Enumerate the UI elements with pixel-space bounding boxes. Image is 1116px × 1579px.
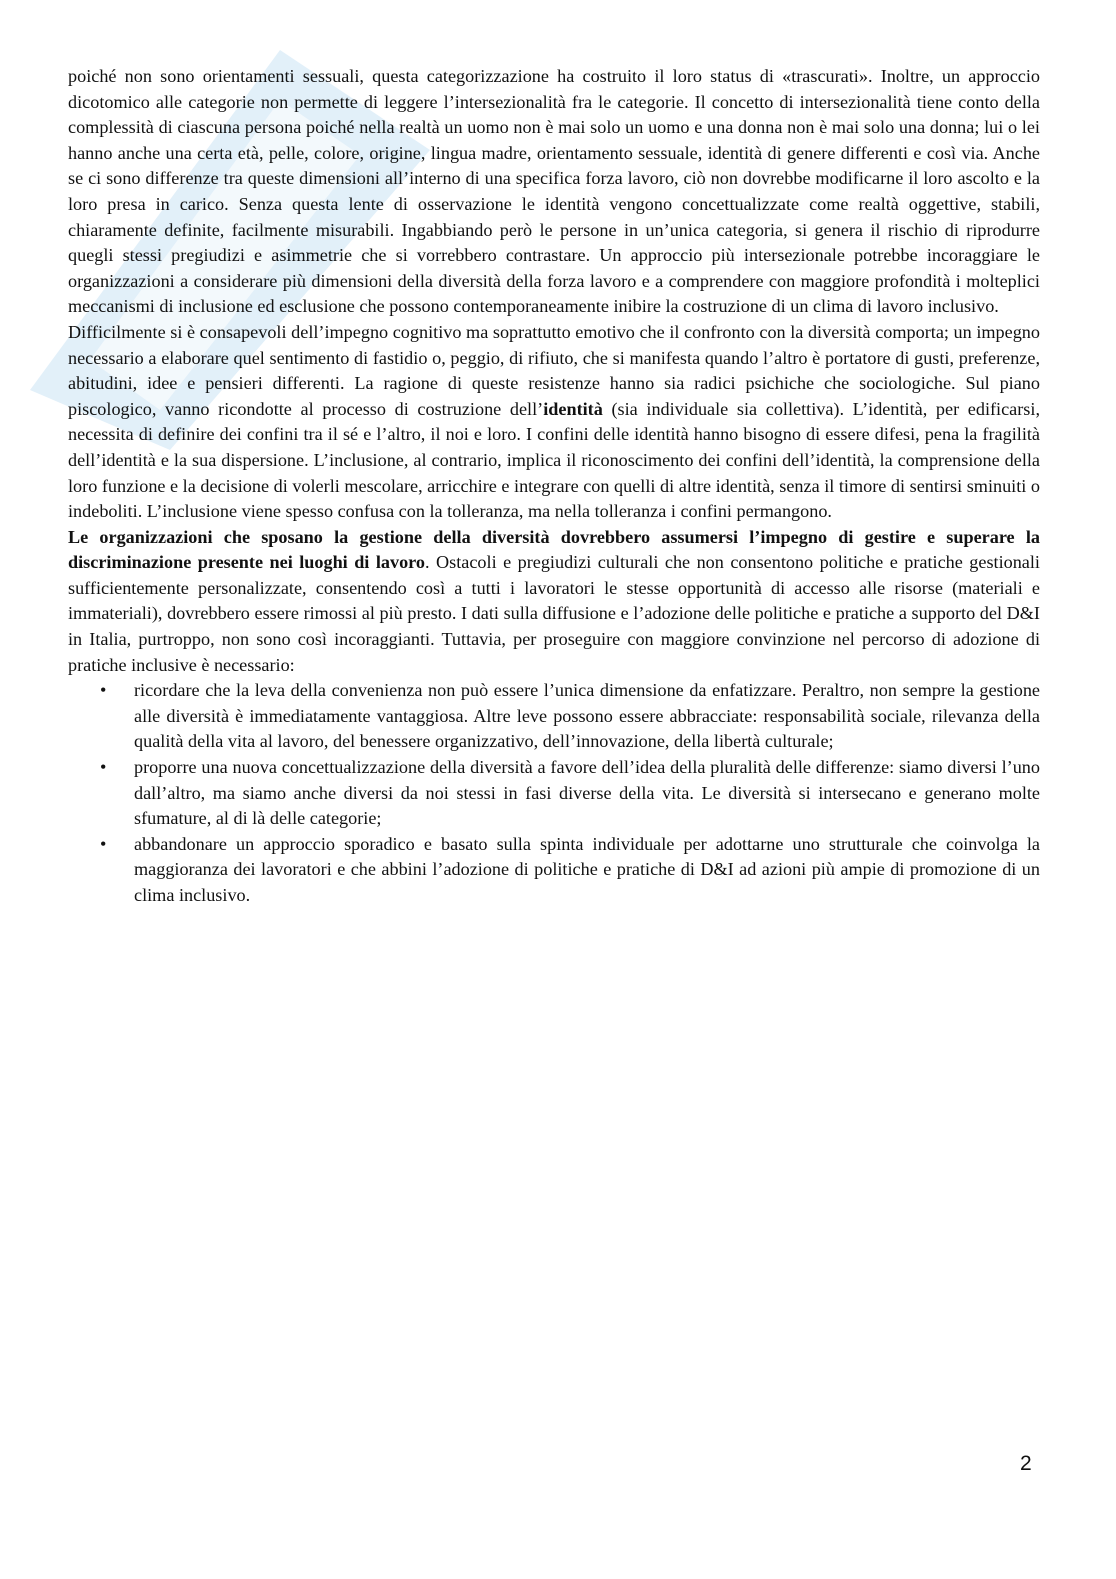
bullet-icon: • bbox=[100, 680, 107, 701]
document-body bbox=[68, 64, 1040, 909]
paragraph-identity bbox=[68, 320, 1040, 525]
paragraph-identity-text-b: (sia individuale sia collettiva). L’identità, per edificarsi, necessita di definire dei confini tra il sé e l’altro, il noi e loro. I confini delle identità hanno bisogno di essere difesi, pena la fragilità dell’identità e la sua dispersione. L’inclusione, al contrario, implica il riconoscimento dei confini dell’identità, la comprensione della loro funzione e la decisione di volerli mescolare, arricchire e integrare con quelli di altre identità, senza il timore di sentirsi sminuiti o indeboliti. L’inclusione viene spesso confusa con la tolleranza, ma nella tolleranza i confini permangono. bbox=[68, 398, 1040, 522]
page-number: 2 bbox=[1020, 1452, 1032, 1475]
paragraph-identity-text-a: Difficilmente si è consapevoli dell’impegno cognitivo ma soprattutto emotivo che il confronto con la diversità comporta; un impegno necessario a elaborare quel sentimento di fastidio o, peggio, di rifiuto, che si manifesta quando l’altro è portatore di gusti, preferenze, abitudini, idee e pensieri differenti. La ragione di queste resistenze hanno sia radici psichiche che sociologiche. Sul piano piscologico, vanno ricondotte al processo di costruzione dell’ bbox=[68, 321, 1040, 419]
list-item bbox=[68, 832, 1040, 909]
list-item-text: ricordare che la leva della convenienza non può essere l’unica dimensione da enfatizzare. Peraltro, non sempre la gestione alle diversità è immediatamente vantaggiosa. Altre leve possono essere abbracciate: responsabilità sociale, rilevanza della qualità della vita al lavoro, del benessere organizzativo, dell’innovazione, della libertà culturale; bbox=[134, 680, 1040, 752]
list-item bbox=[68, 755, 1040, 832]
paragraph-intersectionality: poiché non sono orientamenti sessuali, questa categorizzazione ha costruito il loro status di «trascurati». Inoltre, un approccio dicotomico alle categorie non permette di leggere l’intersezionalità fra le categorie. Il concetto di intersezionalità tiene conto della complessità di ciascuna persona poiché nella realtà un uomo non è mai solo un uomo e una donna non è mai solo una donna; lui o lei hanno anche una certa età, pelle, colore, origine, lingua madre, orientamento sessuale, identità di genere differenti e così via. Anche se ci sono differenze tra queste dimensioni all’interno di una specifica forza lavoro, ciò non dovrebbe modificarne il loro ascolto e la loro presa in carico. Senza questa lente di osservazione le identità vengono concettualizzate come realtà oggettive, stabili, chiaramente definite, facilmente misurabili. Ingabbiando però le persone in un’unica categoria, si genera il rischio di riprodurre quegli stessi pregiudizi e asimmetrie che si vorrebbero contrastare. Un approccio più intersezionale potrebbe incoraggiare le organizzazioni a considerare più dimensioni della diversità della forza lavoro e a comprendere con maggiore profondità i molteplici meccanismi di inclusione ed esclusione che possono contemporaneamente inibire la costruzione di un clima di lavoro inclusivo. bbox=[68, 66, 1040, 317]
bullet-icon: • bbox=[100, 833, 107, 854]
identity-bold-term: identità bbox=[543, 398, 603, 419]
bullet-icon: • bbox=[100, 757, 107, 778]
list-item bbox=[68, 678, 1040, 755]
organizations-bold-statement: Le organizzazioni che sposano la gestione della diversità dovrebbero assumersi l’impegno di gestire e superare la discriminazione presente nei luoghi di lavoro bbox=[68, 526, 1040, 573]
list-item-text: abbandonare un approccio sporadico e basato sulla spinta individuale per adottarne uno strutturale che coinvolga la maggioranza dei lavoratori e che abbini l’adozione di politiche e pratiche di D&I ad azioni più ampie di promozione di un clima inclusivo. bbox=[134, 833, 1040, 905]
paragraph-organizations-text: . Ostacoli e pregiudizi culturali che non consentono politiche e pratiche gestionali sufficientemente personalizzate, consentendo così a tutti i lavoratori le stesse opportunità di accesso alle risorse (materiali e immateriali), dovrebbero essere rimossi al più presto. I dati sulla diffusione e l’adozione delle politiche e pratiche a supporto del D&I in Italia, purtroppo, non sono così incoraggianti. Tuttavia, per proseguire con maggiore convinzione nel percorso di adozione di pratiche inclusive è necessario: bbox=[68, 552, 1040, 675]
bullet-list bbox=[68, 678, 1040, 908]
paragraph-organizations bbox=[68, 525, 1040, 679]
list-item-text: proporre una nuova concettualizzazione della diversità a favore dell’idea della pluralità delle differenze: siamo diversi l’uno dall’altro, ma siamo anche diversi da noi stessi in fasi diverse della vita. Le diversità si intersecano e generano molte sfumature, al di là delle categorie; bbox=[134, 757, 1040, 829]
